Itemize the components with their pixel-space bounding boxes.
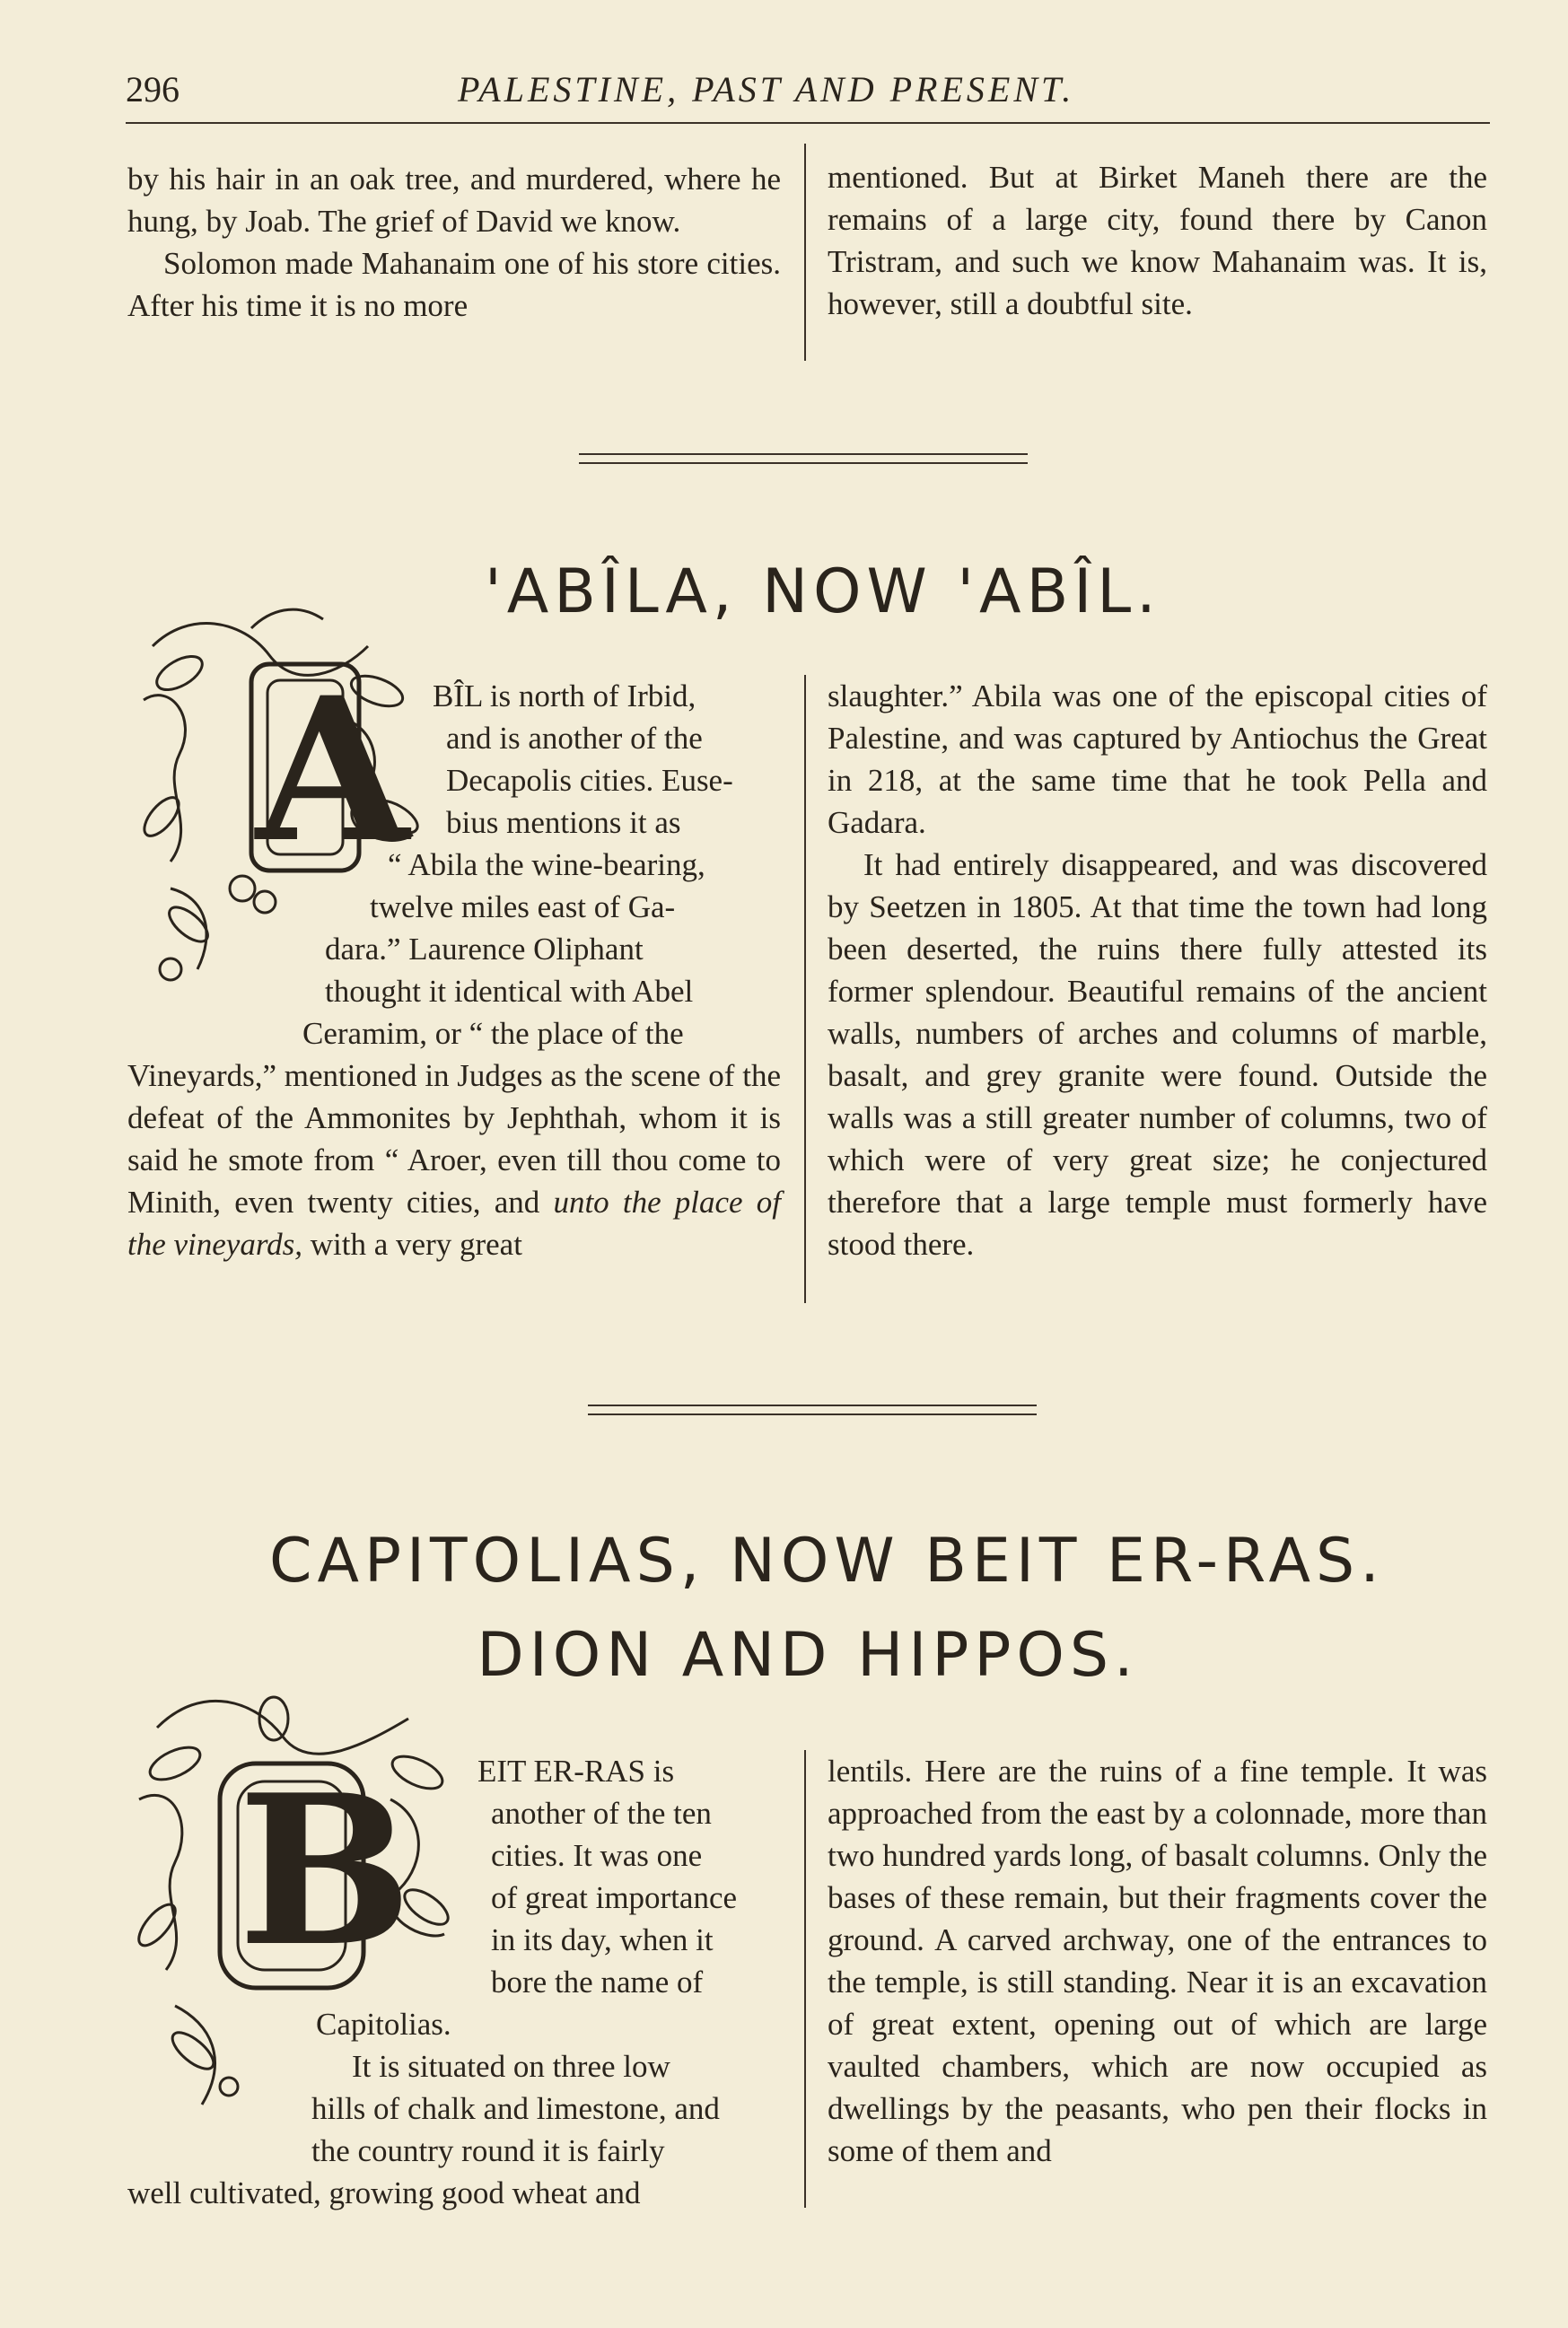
wrapped-line: Ceramim, or “ the place of the [302,1016,684,1051]
section-divider [579,453,1028,464]
column-divider [804,144,806,361]
wrapped-line: EIT ER-RAS is [477,1754,675,1789]
wrapped-line: cities. It was one [491,1838,703,1873]
paragraph: lentils. Here are the ruins of a fine temple. It was approached from the east by a colonnade, more than two hundred yards long, of basalt columns. Only the bases of these remain, but their fragments cover the ground. A carved archway, one of the entrances to the temple, is still standing. Near it is an excavation of great extent, opening out of which are large vaulted chambers, which are now occupied as dwellings by the peasants, who pen their flocks in some of them and [828,1754,1487,2168]
wrapped-line: It is situated on three low [352,2049,670,2084]
wrapped-line: and is another of the [446,721,703,756]
section-heading-abila: 'ABÎLA, NOW 'ABÎL. [485,556,1161,627]
paragraph: Solomon made Mahanaim one of his store cities. After his time it is no more [127,246,781,323]
section-divider [588,1405,1037,1415]
wrapped-line: bore the name of [491,1965,704,2000]
text-run: with a very great [310,1227,522,1262]
page-number: 296 [126,69,180,109]
wrapped-line: well cultivated, growing good wheat and [127,2175,641,2210]
wrapped-line: Decapolis cities. Euse- [446,763,733,798]
wrapped-line: of great importance [491,1880,738,1915]
running-head [126,63,1490,117]
wrapped-line: in its day, when it [491,1922,714,1957]
head-rule [126,122,1490,124]
wrapped-line: hills of chalk and limestone, and [311,2091,720,2126]
section-heading-capitolias: CAPITOLIAS, NOW BEIT ER-RAS. [269,1526,1385,1597]
abila-left-column [127,675,781,1265]
top-left-column [127,158,781,327]
paragraph [127,1055,781,1265]
running-title: PALESTINE, PAST AND PRESENT. [458,69,1075,109]
column-divider [804,1750,806,2208]
column-divider [804,675,806,1303]
wrapped-line: the country round it is fairly [311,2133,665,2168]
paragraph: mentioned. But at Birket Maneh there are the remains of a large city, found there by Canon Tristram, and such we know Mahanaim was. It is, however, still a doubtful site. [828,160,1487,321]
wrapped-line: “ Abila the wine-bearing, [388,847,705,882]
wrapped-line: thought it identical with Abel [325,974,694,1009]
wrapped-line: dara.” Laurence Oliphant [325,932,644,967]
wrapped-line: Capitolias. [316,2007,451,2042]
drop-cap-letter: B [238,1750,413,1992]
text-run: Vineyards,” mentioned in Judges as the scene of the defeat of the Ammonites by Jephthah, whom it is said he smote from “ Aroer, even till thou come to Minith, even twenty cities, and [127,1058,781,1220]
drop-cap-letter: A [256,653,409,886]
top-right-column [828,156,1487,325]
abila-right-column [828,675,1487,1265]
section-heading-dion-hippos: DION AND HIPPOS. [477,1620,1139,1691]
wrapped-line: BÎL is north of Irbid, [433,678,696,713]
capitolias-left-column [127,1750,781,2214]
paragraph: by his hair in an oak tree, and murdered, where he hung, by Joab. The grief of David we know. [127,162,781,239]
italic-text: unto the place of the vineyards, [127,1185,781,1262]
paragraph: slaughter.” Abila was one of the episcopal cities of Palestine, and was captured by Antiochus the Great in 218, at the same time that he took Pella and Gadara. [828,678,1487,840]
wrapped-line: another of the ten [491,1796,712,1831]
paragraph: It had entirely disappeared, and was discovered by Seetzen in 1805. At that time the town had long been deserted, the ruins there fully attested its former splendour. Beautiful remains of the ancient walls, numbers of arches and columns of marble, basalt, and grey granite were found. Outside the walls was a still greater number of columns, two of which were of very great size; he conjectured therefore that a large temple must formerly have stood there. [828,847,1487,1262]
wrapped-line: twelve miles east of Ga- [370,889,676,924]
wrapped-line: bius mentions it as [446,805,681,840]
capitolias-right-column [828,1750,1487,2172]
